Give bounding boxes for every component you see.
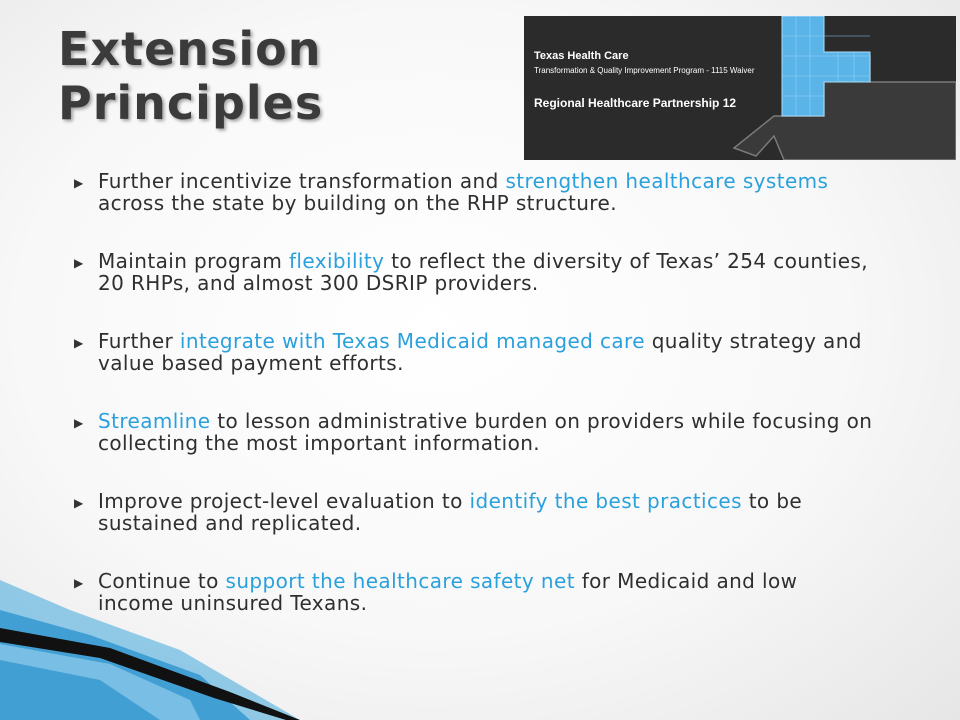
bullet-text-plain: Improve project-level evaluation to [98,489,470,513]
arrow-bullet-icon: ▶ [74,496,84,510]
bullet-text [98,170,874,214]
bullet-text-plain: Further incentivize transformation and [98,169,506,193]
bullet-highlight: flexibility [288,249,385,273]
list-item [74,330,874,374]
bullet-text [98,410,874,454]
list-item [74,170,874,214]
arrow-bullet-icon: ▶ [74,416,84,430]
bullet-text-plain: to be sustained and replicated. [98,489,803,535]
banner-heading: Texas Health Care [534,50,629,62]
corner-wave-decoration [0,580,960,720]
arrow-bullet-icon: ▶ [74,576,84,590]
list-item [74,490,874,534]
bullet-highlight: support the healthcare safety net [225,569,575,593]
bullet-text-plain: to reflect the diversity of Texas’ 254 counties, 20 RHPs, and almost 300 DSRIP providers. [98,249,868,295]
bullet-text-plain: Continue to [98,569,226,593]
principles-list [74,170,874,650]
bullet-text [98,330,874,374]
banner-subheading: Transformation & Quality Improvement Program - 1115 Waiver [534,66,755,75]
title-line-2: Principles [58,76,324,130]
bullet-text-plain: across the state by building on the RHP structure. [98,191,617,215]
bullet-text [98,250,874,294]
list-item [74,410,874,454]
title-line-1: Extension [58,22,322,76]
texas-map-graphic [524,16,956,160]
bullet-text-plain: Further [98,329,180,353]
bullet-highlight: Streamline [98,409,211,433]
arrow-bullet-icon: ▶ [74,256,84,270]
arrow-bullet-icon: ▶ [74,176,84,190]
bullet-text-plain: quality strategy and value based payment efforts. [98,329,862,375]
arrow-bullet-icon: ▶ [74,336,84,350]
banner-region: Regional Healthcare Partnership 12 [534,96,737,110]
list-item [74,250,874,294]
rhp-banner [524,16,956,160]
bullet-highlight: integrate with Texas Medicaid managed care [179,329,645,353]
page-title [58,22,323,130]
bullet-highlight: strengthen healthcare systems [505,169,829,193]
bullet-text-plain: for Medicaid and low income uninsured Texans. [98,569,798,615]
bullet-text [98,490,874,534]
bullet-highlight: identify the best practices [469,489,742,513]
bullet-text-plain: to lesson administrative burden on providers while focusing on collecting the most important information. [98,409,873,455]
bullet-text-plain: Maintain program [98,249,289,273]
